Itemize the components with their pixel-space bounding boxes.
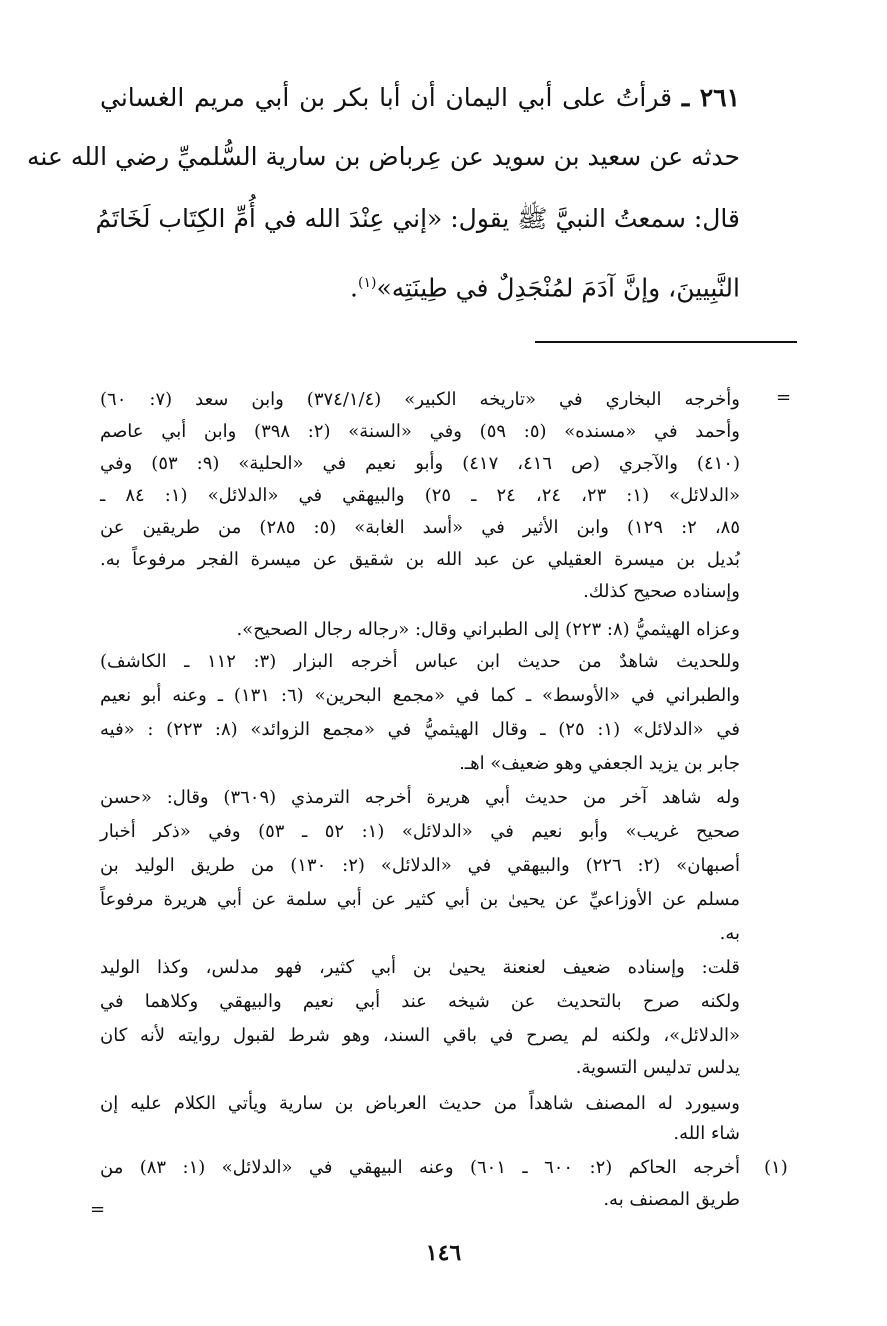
footnote-line: «الدلائل» (١: ٢٣، ٢٤، ٢٤ ـ ٢٥) والبيهقي في «الدلائل» (١: ٨٤ ـ [100,485,741,506]
footnote-line: وعزاه الهيثميُّ (٨: ٢٢٣) إلى الطبراني وقال: «رجاله رجال الصحيح». [236,619,740,640]
hadith-number: ٢٦١ ـ [681,83,741,112]
footnote-line: صحيح غريب» وأبو نعيم في «الدلائل» (١: ٥٢ ـ ٥٣) وفي «ذكر أخبار [100,821,740,842]
hadith-line: النَّبِيينَ، وإنَّ آدَمَ لمُنْجَدِلٌ في طِينَتِه»$^{(١)}$. [350,273,740,303]
footnote-line: طريق المصنف به. [603,1189,740,1210]
footnote-line: وأخرجه البخاري في «تاريخه الكبير» (٣٧٤/١/٤) وابن سعد (٧: ٦٠) [100,389,740,410]
footnote-line: مسلم عن الأوزاعيِّ عن يحيىٰ بن أبي كثير عن أبي سلمة عن أبي هريرة مرفوعاً [100,889,740,910]
footnote-line: وللحديث شاهدٌ من حديث ابن عباس أخرجه البزار (٣: ١١٢ ـ الكاشف) [100,651,740,672]
footnote-line: «الدلائل»، ولكنه لم يصرح في باقي السند، وهو شرط لقبول روايته لأنه كان [100,1025,740,1046]
hadith-line: حدثه عن سعيد بن سويد عن عِرباض بن سارية السُّلميِّ رضي الله عنه [27,142,740,171]
footnote-line: أخرجه الحاكم (٢: ٦٠٠ ـ ٦٠١) وعنه البيهقي في «الدلائل» (١: ٨٣) من [100,1157,741,1178]
footnote-line: في «الدلائل» (١: ٢٥) ـ وقال الهيثميُّ في «مجمع الزوائد» (٨: ٢٢٣) : «فيه [100,719,740,740]
footnote-reference: (١) [357,275,377,291]
footnote-line: وله شاهد آخر من حديث أبي هريرة أخرجه الترمذي (٣٦٠٩) وقال: «حسن [100,787,740,808]
page-number: ١٤٦ [425,1240,462,1266]
footnote-line: ٨٥، ٢: ١٢٩) وابن الأثير في «أسد الغابة» (٥: ٢٨٥) من طريقين عن [100,517,741,538]
continuation-marker: = [90,1199,106,1220]
hadith-line: ٢٦١ ـ قرأتُ على أبي اليمان أن أبا بكر بن أبي مريم الغساني [100,83,741,112]
footnote-line: والطبراني في «الأوسط» ـ كما في «مجمع البحرين» (٦: ١٣١) ـ وعنه أبو نعيم [100,685,740,706]
hadith-line: قال: سمعتُ النبيَّ ﷺ يقول: «إني عِنْدَ الله في أُمِّ الكِتَاب لَخَاتَمُ [95,204,740,233]
footnote-number: (١) [764,1157,788,1178]
continuation-marker: = [776,387,792,408]
footnote-line: به. [719,923,740,944]
footnote-line: يدلس تدليس التسوية. [575,1057,740,1078]
footnote-line: ولكنه صرح بالتحديث عن شيخه عند أبي نعيم والبيهقي وكلاهما في [100,991,740,1012]
footnote-line: قلت: وإسناده ضعيف لعنعنة يحيىٰ بن أبي كثير، فهو مدلس، وكذا الوليد [100,957,740,978]
footnote-line: وأحمد في «مسنده» (٥: ٥٩) وفي «السنة» (٢: ٣٩٨) وابن أبي عاصم [100,421,740,442]
footnote-line: شاء الله. [673,1123,740,1144]
footnote-line: (٤١٠) والآجري (ص ٤١٦، ٤١٧) وأبو نعيم في «الحلية» (٩: ٥٣) وفي [100,453,740,474]
footnote-line: وإسناده صحيح كذلك. [583,581,740,602]
footnote-line: بُديل بن ميسرة العقيلي عن عبد الله بن شقيق عن ميسرة الفجر مرفوعاً به. [100,549,740,570]
footnote-line: جابر بن يزيد الجعفي وهو ضعيف» اهـ. [459,753,740,774]
footnote-separator [535,341,797,343]
footnote-line: وسيورد له المصنف شاهداً من حديث العرباض بن سارية ويأتي الكلام عليه إن [100,1093,740,1114]
footnote-line: أصبهان» (٢: ٢٢٦) والبيهقي في «الدلائل» (٢: ١٣٠) من طريق الوليد بن [100,855,740,876]
